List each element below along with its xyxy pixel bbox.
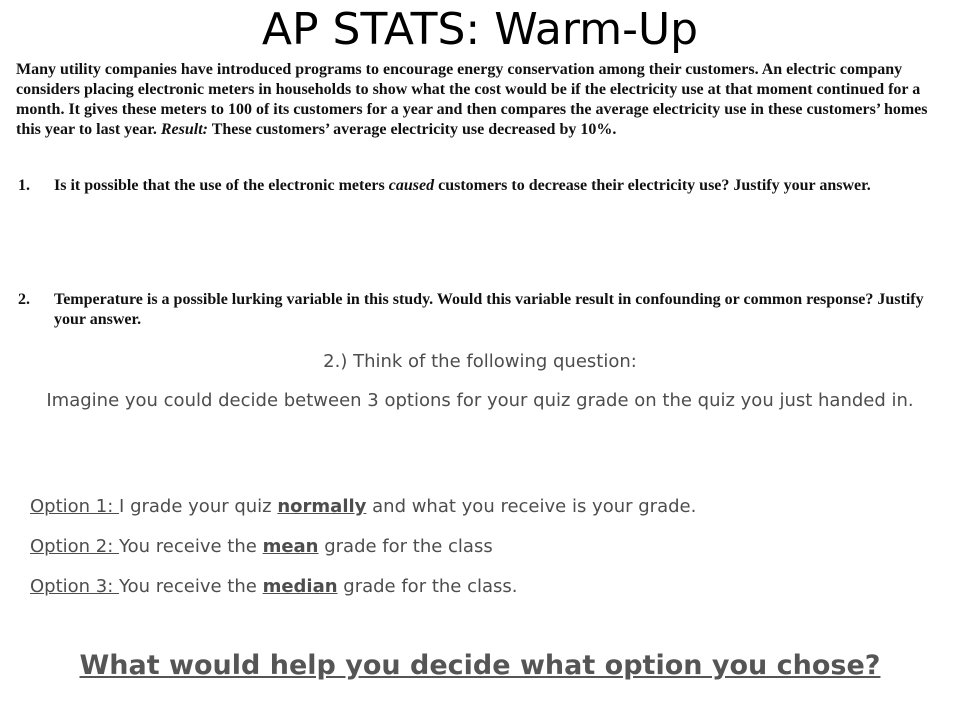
question-2-text: Temperature is a possible lurking variable in this study. Would this variable result in confounding or common response? Justify your answer.	[54, 291, 924, 328]
slide-title: AP STATS: Warm-Up	[261, 4, 699, 55]
question-1	[16, 176, 926, 196]
problem-intro	[16, 60, 946, 140]
imagine-prompt: Imagine you could decide between 3 options for your quiz grade on the quiz you just handed in.	[46, 390, 914, 411]
option-1	[30, 494, 930, 534]
option-3	[30, 574, 930, 614]
q1-emphasis: caused	[388, 177, 435, 194]
closing-question: What would help you decide what option you chose?	[79, 650, 881, 681]
option-2-key: mean	[262, 536, 319, 557]
option-3-label: Option 3:	[30, 576, 120, 597]
question-1-number: 1.	[18, 177, 30, 194]
scanned-problem	[16, 60, 946, 350]
option-2-before: You receive the	[119, 536, 263, 557]
q1-after: customers to decrease their electricity use? Justify your answer.	[438, 177, 871, 194]
q1-before: Is it possible that the use of the electronic meters	[54, 177, 385, 194]
think-prompt: 2.) Think of the following question:	[323, 351, 637, 372]
option-3-after: grade for the class.	[337, 576, 518, 597]
intro-text: Many utility companies have introduced programs to encourage energy conservation among their customers. An electric company considers placing electronic meters in households to show what the cost would be if the electricity use at that moment continued for a month. It gives these meters to 100 of its customers for a year and then compares the average electricity use in these customers’ homes this year to last year.	[16, 61, 928, 138]
question-2	[16, 290, 926, 330]
option-1-before: I grade your quiz	[119, 496, 278, 517]
option-1-label: Option 1:	[30, 496, 120, 517]
result-label: Result:	[160, 121, 208, 138]
options-list	[30, 494, 930, 614]
option-2	[30, 534, 930, 574]
result-text: These customers’ average electricity use decreased by 10%.	[211, 121, 617, 138]
option-2-label: Option 2:	[30, 536, 120, 557]
question-2-number: 2.	[18, 291, 30, 308]
option-1-after: and what you receive is your grade.	[366, 496, 697, 517]
question-1-text	[54, 176, 926, 196]
option-2-after: grade for the class	[318, 536, 493, 557]
option-1-key: normally	[277, 496, 367, 517]
option-3-key: median	[262, 576, 338, 597]
option-3-before: You receive the	[119, 576, 263, 597]
